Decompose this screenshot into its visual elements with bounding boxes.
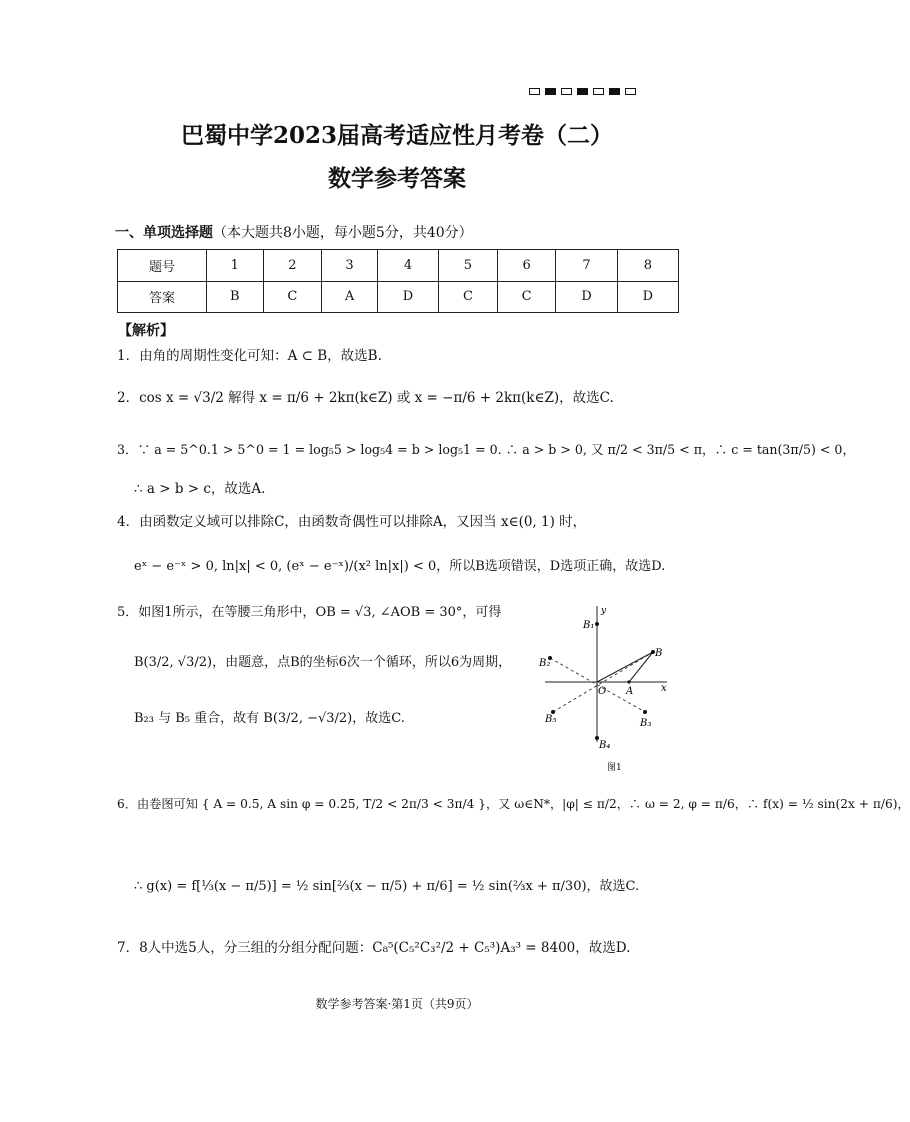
- table-cell: 1: [207, 250, 264, 282]
- table-cell: 5: [439, 250, 498, 282]
- mark: [625, 88, 636, 95]
- table-header-cell: 答案: [118, 281, 207, 313]
- label-b2: B₂: [539, 658, 551, 669]
- solution-5-line-2: B(3/2, √3/2)，由题意，点B的坐标6次一个循环，所以6为周期，: [134, 655, 512, 670]
- label-b: B: [655, 648, 663, 659]
- point-b1: [595, 622, 599, 626]
- table-cell: 6: [497, 250, 556, 282]
- table-row: [118, 250, 679, 282]
- point-b3: [643, 710, 647, 714]
- label-b5: B₅: [545, 714, 557, 725]
- table-cell: 3: [322, 250, 378, 282]
- table-cell: D: [617, 281, 678, 313]
- table-cell: C: [497, 281, 556, 313]
- answer-table: [117, 249, 679, 313]
- figure-caption: 图1: [607, 763, 622, 773]
- table-cell: 8: [617, 250, 678, 282]
- page-subtitle: 数学参考答案: [328, 165, 466, 192]
- analysis-label: 【解析】: [118, 323, 174, 339]
- solution-4-line-1: 4．由函数定义域可以排除C，由函数奇偶性可以排除A，又因当 x∈(0, 1) 时，: [117, 514, 587, 530]
- table-cell: D: [377, 281, 438, 313]
- point-a: [627, 680, 630, 683]
- solution-2: 2．cos x = √3/2 解得 x = π/6 + 2kπ(k∈Z) 或 x = −π/6 + 2kπ(k∈Z)，故选C.: [117, 390, 614, 406]
- solution-4-line-2: eˣ − e⁻ˣ > 0, ln|x| < 0, (eˣ − e⁻ˣ)/(x² ln|x|) < 0，所以B选项错误，D选项正确，故选D.: [134, 559, 666, 574]
- table-cell: 7: [556, 250, 617, 282]
- figure-1: [535, 602, 675, 777]
- mark: [529, 88, 540, 95]
- mark: [561, 88, 572, 95]
- label-y: y: [601, 606, 607, 616]
- solution-5-line-1: 5．如图1所示，在等腰三角形中，OB = √3, ∠AOB = 30°，可得: [117, 605, 502, 620]
- page-title: 巴蜀中学2023届高考适应性月考卷（二）: [180, 122, 613, 149]
- section-heading: [115, 222, 473, 242]
- mark: [545, 88, 556, 95]
- solution-7: 7．8人中选5人，分三组的分组分配问题：C₈⁵(C₅²C₃²/2 + C₅³)A₃³ = 8400，故选D.: [117, 940, 631, 956]
- label-x: x: [661, 683, 667, 694]
- solution-3-line-2: ∴ a > b > c，故选A.: [134, 481, 266, 497]
- solution-3-line-1: 3．∵ a = 5^0.1 > 5^0 = 1 = log₅5 > log₅4 = b > log₅1 = 0. ∴ a > b > 0, 又 π/2 < 3π/5 < π，∴ c = tan(3π/5) < 0，: [117, 442, 856, 457]
- label-o: O: [598, 686, 607, 697]
- solution-5-line-3: B₂₃ 与 B₅ 重合，故有 B(3/2, −√3/2)，故选C.: [134, 711, 405, 726]
- table-cell: 2: [263, 250, 322, 282]
- mark: [577, 88, 588, 95]
- table-header-cell: 题号: [118, 250, 207, 282]
- label-b1: B₁: [583, 620, 595, 631]
- table-cell: B: [207, 281, 264, 313]
- section-title: 一、单项选择题: [115, 225, 213, 241]
- table-cell: C: [263, 281, 322, 313]
- mark: [609, 88, 620, 95]
- label-b4: B₄: [599, 740, 611, 751]
- header-marks: [529, 88, 636, 95]
- solution-6-line-1: 6．由卷图可知 { A = 0.5, A sin φ = 0.25, T/2 < 2π/3 < 3π/4 }，又 ω∈N*，|φ| ≤ π/2，∴ ω = 2, φ = π/6，∴ f(x) = ½ sin(2x + π/6)，: [117, 797, 910, 811]
- label-b3: B₃: [640, 718, 652, 729]
- triangle-aob: [597, 652, 653, 682]
- table-row: [118, 281, 679, 313]
- section-note: （本大题共8小题，每小题5分，共40分）: [213, 225, 473, 241]
- table-cell: C: [439, 281, 498, 313]
- table-cell: D: [556, 281, 617, 313]
- page-footer: 数学参考答案·第1页（共9页）: [315, 997, 479, 1011]
- table-cell: A: [322, 281, 378, 313]
- solution-6-line-2: ∴ g(x) = f[⅓(x − π/5)] = ½ sin[⅔(x − π/5) + π/6] = ½ sin(⅔x + π/30)，故选C.: [134, 879, 640, 894]
- mark: [593, 88, 604, 95]
- table-cell: 4: [377, 250, 438, 282]
- solution-1: 1．由角的周期性变化可知：A ⊂ B，故选B.: [117, 348, 382, 364]
- label-a: A: [626, 686, 634, 697]
